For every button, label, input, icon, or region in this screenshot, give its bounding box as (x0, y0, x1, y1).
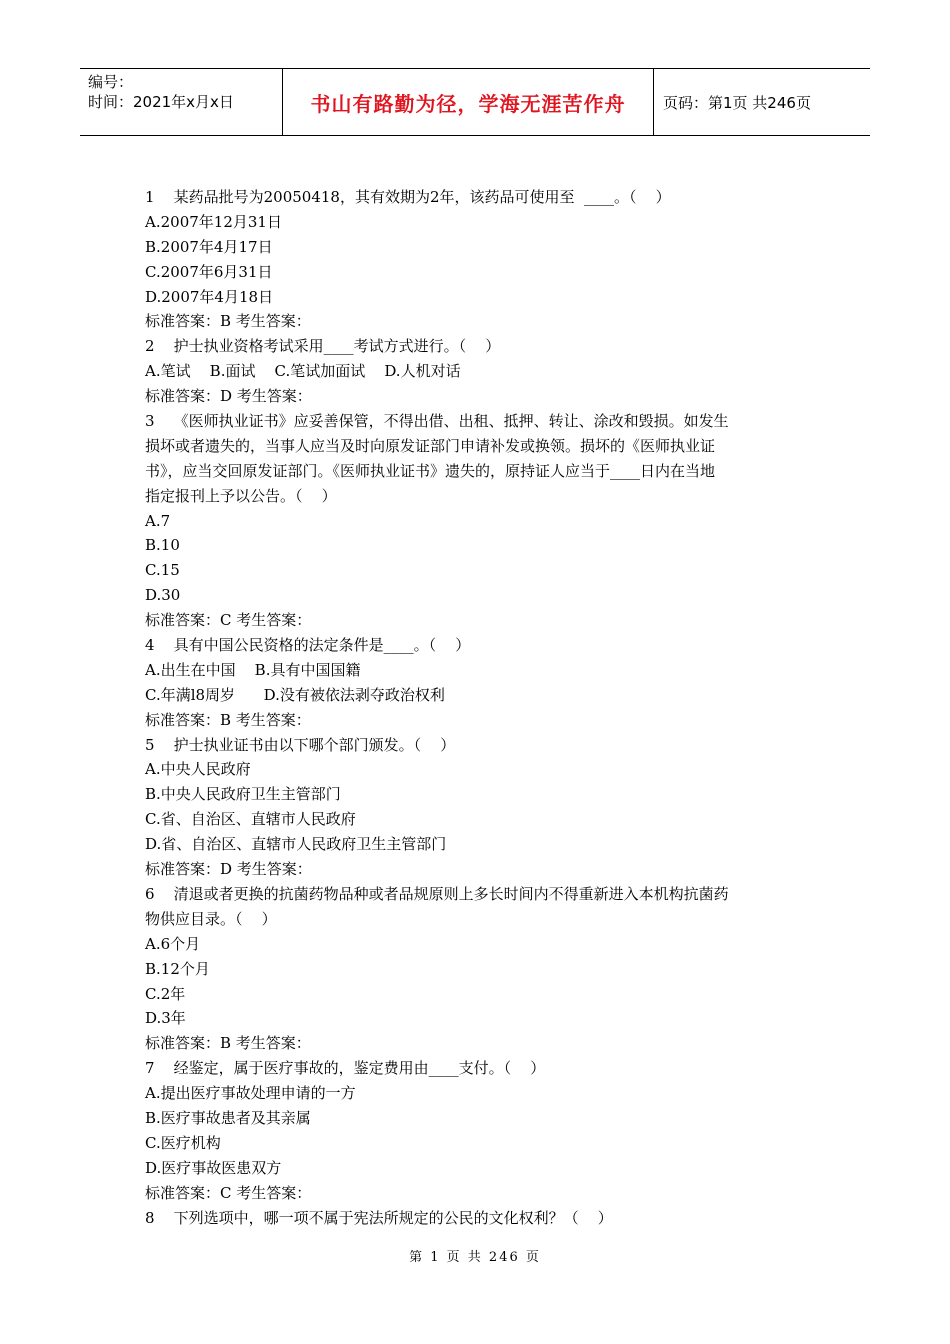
text-line: 标准答案：C 考生答案： (145, 611, 312, 630)
header-page-info: 页码：第1页 共246页 (663, 93, 811, 112)
page-footer: 第 1 页 共 246 页 (409, 1250, 541, 1265)
text-line: 7 经鉴定，属于医疗事故的，鉴定费用由____支付。（ ） (145, 1059, 546, 1078)
text-line: C.省、自治区、直辖市人民政府 (145, 810, 356, 829)
text-line: A.7 (145, 511, 171, 530)
text-line: A.出生在中国 B.具有中国国籍 (145, 660, 361, 679)
text-line: D.2007年4月18日 (145, 287, 274, 306)
page-header (80, 68, 870, 136)
number-label: 编号： (88, 73, 134, 91)
text-line: B.12个月 (145, 959, 210, 978)
text-line: 标准答案：D 考生答案： (145, 860, 312, 879)
text-line: C.年满l8周岁 D.没有被依法剥夺政治权利 (145, 685, 445, 704)
text-line: C.医疗机构 (145, 1133, 221, 1152)
text-line: B.医疗事故患者及其亲属 (145, 1108, 311, 1127)
text-line: C.2007年6月31日 (145, 262, 273, 281)
text-line: A.6个月 (145, 934, 201, 953)
document-body (145, 185, 815, 1230)
text-line: 损坏或者遗失的，当事人应当及时向原发证部门申请补发或换领。损坏的《医师执业证 (145, 436, 716, 455)
text-line: 2 护士执业资格考试采用____考试方式进行。（ ） (145, 337, 501, 356)
text-line: 标准答案：B 考生答案： (145, 710, 311, 729)
text-line: 书》，应当交回原发证部门。《医师执业证书》遗失的，原持证人应当于____日内在当地 (145, 461, 716, 480)
text-line: 标准答案：B 考生答案： (145, 1034, 311, 1053)
text-line: B.2007年4月17日 (145, 237, 273, 256)
text-line: D.医疗事故医患双方 (145, 1158, 282, 1177)
time-label: 时间：2021年x月x日 (88, 93, 234, 111)
text-line: B.10 (145, 536, 180, 555)
text-line: C.15 (145, 561, 180, 580)
text-line: 标准答案：C 考生答案： (145, 1183, 312, 1202)
text-line: A.提出医疗事故处理申请的一方 (145, 1084, 356, 1103)
text-line: 标准答案：B 考生答案： (145, 312, 311, 331)
text-line: 标准答案：D 考生答案： (145, 387, 312, 406)
text-line: D.省、自治区、直辖市人民政府卫生主管部门 (145, 835, 447, 854)
text-line: C.2年 (145, 984, 186, 1003)
header-page-cell (654, 69, 870, 135)
text-line: A.笔试 B.面试 C.笔试加面试 D.人机对话 (145, 362, 461, 381)
text-line: 6 清退或者更换的抗菌药物品种或者品规原则上多长时间内不得重新进入本机构抗菌药 (145, 884, 729, 903)
text-line: 8 下列选项中，哪一项不属于宪法所规定的公民的文化权利？（ ） (145, 1208, 613, 1227)
text-line: 3 《医师执业证书》应妥善保管，不得出借、出租、抵押、转让、涂改和毁损。如发生 (145, 412, 729, 431)
header-motto: 书山有路勤为径，学海无涯苦作舟 (310, 91, 626, 116)
text-line: 1 某药品批号为20050418，其有效期为2年，该药品可使用至 ____。（ ） (145, 188, 671, 206)
text-line: D.3年 (145, 1009, 186, 1028)
text-line: A.2007年12月31日 (145, 212, 282, 231)
text-line: A.中央人民政府 (145, 760, 251, 779)
text-line: 指定报刊上予以公告。（ ） (145, 486, 337, 505)
header-motto-cell (282, 69, 654, 135)
text-line: 5 护士执业证书由以下哪个部门颁发。（ ） (145, 735, 456, 754)
text-line: B.中央人民政府卫生主管部门 (145, 785, 341, 804)
text-line: 4 具有中国公民资格的法定条件是____。（ ） (145, 636, 471, 655)
text-line: 物供应目录。（ ） (145, 909, 277, 928)
text-line: D.30 (145, 586, 181, 605)
header-meta (80, 69, 282, 135)
